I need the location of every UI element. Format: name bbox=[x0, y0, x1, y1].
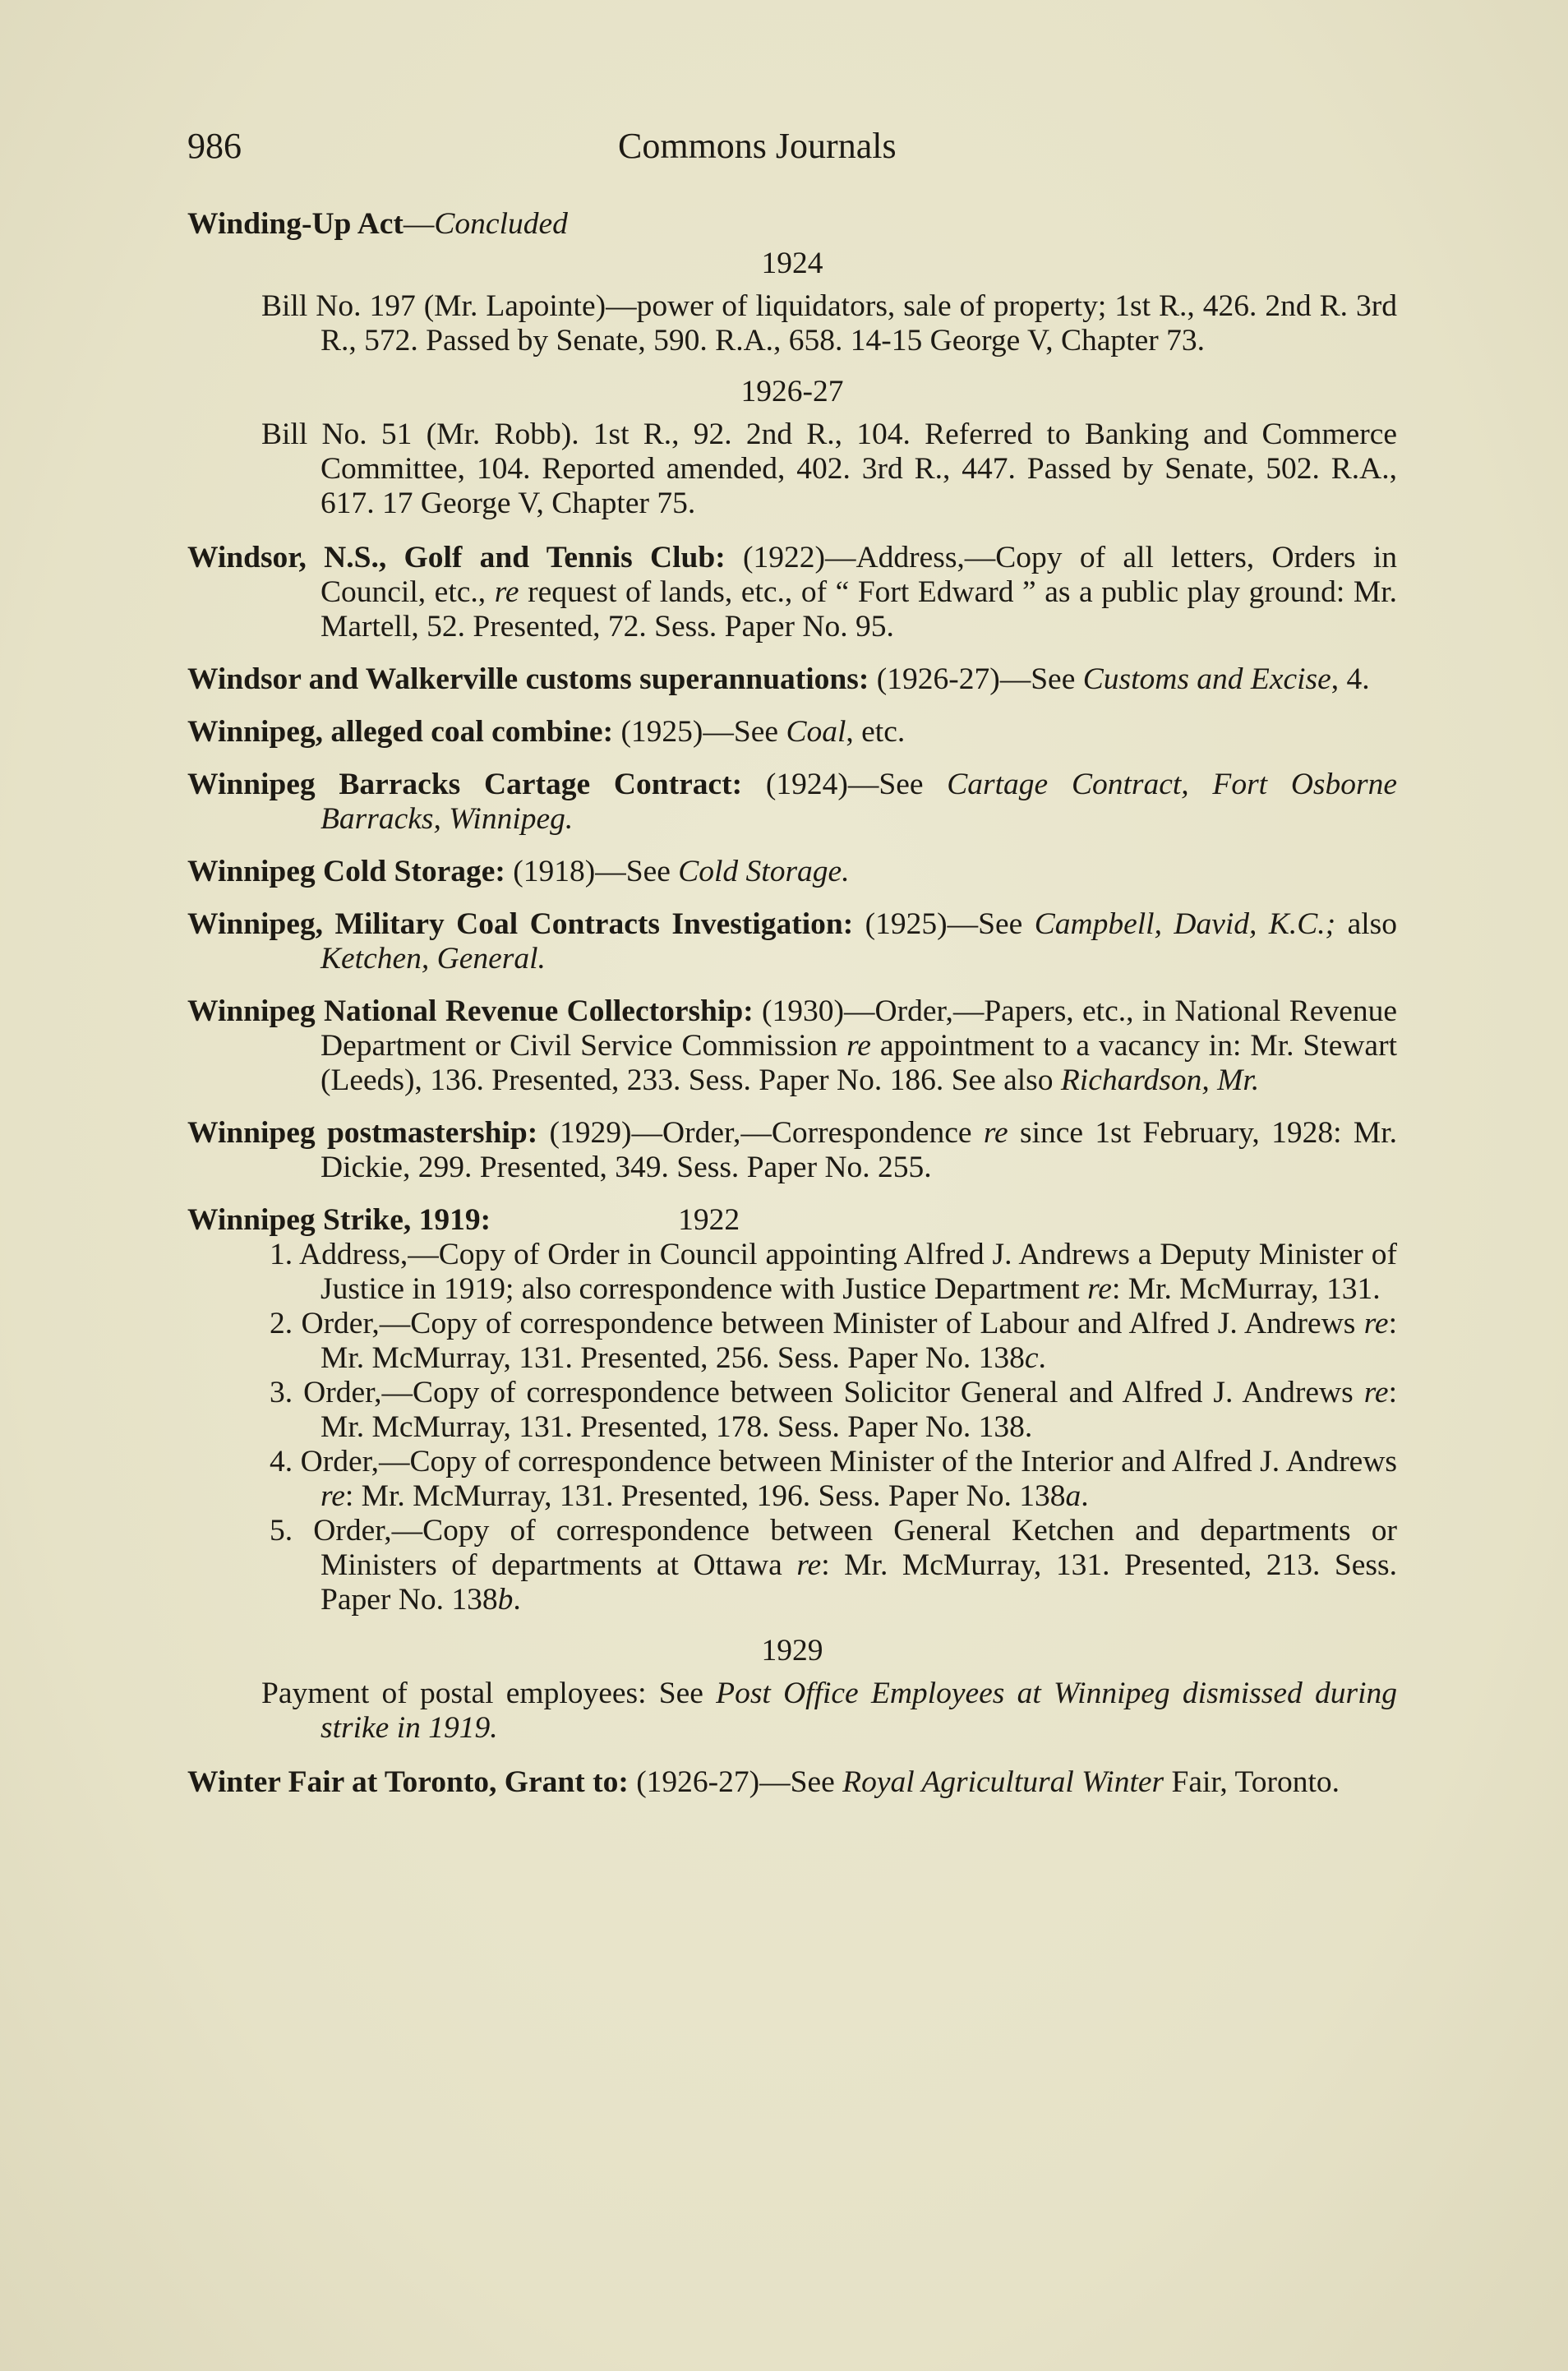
item-text: Order,—Copy of correspondence between General Ketchen and departments or Ministers of departments at Ottawa bbox=[313, 1514, 1397, 1582]
entry-heading: Winnipeg, alleged coal combine: bbox=[187, 715, 614, 749]
entry-heading: Winnipeg Strike, 1919: bbox=[187, 1203, 491, 1237]
cross-reference: Post Office Employees at Winnipeg dismissed during strike in 1919. bbox=[321, 1677, 1397, 1745]
cross-reference: Richardson, Mr. bbox=[1060, 1063, 1260, 1097]
entry-text: , etc. bbox=[846, 715, 906, 749]
bill-entry: Bill No. 51 (Mr. Robb). 1st R., 92. 2nd R., 104. Referred to Banking and Commerce Committee, 104. Reported amended, 402. 3rd R., 447. Passed by Senate, 502. R.A., 617. 17 George V, Chapter 75. bbox=[261, 417, 1397, 520]
item-text: Order,—Copy of correspondence between Solicitor General and Alfred J. Andrews bbox=[303, 1376, 1364, 1409]
entry-text: (1918)—See bbox=[513, 855, 679, 888]
year-heading: 1922 bbox=[678, 1203, 740, 1237]
item-text: : Mr. McMurray, 131. Presented, 256. Sess. Paper No. 138 bbox=[321, 1307, 1398, 1375]
item-text: : Mr. McMurray, 131. Presented, 213. Sess. Paper No. 138 bbox=[321, 1548, 1397, 1617]
bill-entry: Bill No. 197 (Mr. Lapointe)—power of liquidators, sale of property; 1st R., 426. 2nd R. 3rd R., 572. Passed by Senate, 590. R.A., 658. 14-15 George V, Chapter 73. bbox=[261, 289, 1397, 357]
entry-text: appointment to a vacancy in: Mr. Stewart (Leeds), 136. Presented, 233. Sess. Paper No. 186. See also bbox=[321, 1029, 1397, 1097]
strike-items-list bbox=[187, 1238, 1397, 1617]
re-word: re bbox=[983, 1116, 1008, 1150]
continuation-label: Concluded bbox=[434, 207, 568, 241]
entry-winnipeg-strike bbox=[187, 1203, 1397, 1238]
paper-suffix: c bbox=[1024, 1341, 1039, 1375]
entry-heading: Winter Fair at Toronto, Grant to: bbox=[187, 1765, 629, 1799]
entry-winter-fair-toronto bbox=[187, 1765, 1397, 1800]
entry-text: Fair, Toronto. bbox=[1164, 1765, 1340, 1799]
entry-winnipeg-revenue-collectorship bbox=[187, 994, 1397, 1098]
entry-text: Payment of postal employees: See bbox=[261, 1677, 717, 1710]
item-text: . bbox=[1081, 1479, 1089, 1513]
re-word: re bbox=[1363, 1307, 1389, 1340]
running-title: Commons Journals bbox=[618, 126, 897, 166]
entry-heading: Windsor, N.S., Golf and Tennis Club: bbox=[187, 541, 726, 574]
entry-text: (1924)—See bbox=[765, 768, 948, 801]
paper-suffix: a bbox=[1065, 1479, 1081, 1513]
item-number: 5. bbox=[270, 1514, 293, 1548]
postal-payment-entry bbox=[187, 1677, 1397, 1746]
item-number: 1. bbox=[270, 1238, 293, 1271]
entry-windsor-golf-club bbox=[187, 541, 1397, 644]
entry-text: (1926-27)—See bbox=[636, 1765, 843, 1799]
item-text: Order,—Copy of correspondence between Minister of Labour and Alfred J. Andrews bbox=[301, 1307, 1364, 1340]
list-item bbox=[187, 1376, 1397, 1445]
item-text: : Mr. McMurray, 131. Presented, 178. Sess. Paper No. 138. bbox=[321, 1376, 1397, 1444]
re-word: re bbox=[1363, 1376, 1389, 1409]
entry-text: (1925)—See bbox=[865, 907, 1035, 941]
entry-text: also bbox=[1335, 907, 1397, 941]
list-item bbox=[187, 1307, 1397, 1376]
entry-text: (1930)—Order,—Papers, etc., in National Revenue Department or Civil Service Commission bbox=[321, 994, 1397, 1063]
entry-windsor-walkerville bbox=[187, 662, 1397, 697]
entry-heading: Winnipeg National Revenue Collectorship: bbox=[187, 994, 754, 1028]
item-text: Order,—Copy of correspondence between Minister of the Interior and Alfred J. Andrews bbox=[300, 1445, 1397, 1478]
re-word: re bbox=[1087, 1272, 1112, 1306]
item-number: 4. bbox=[270, 1445, 293, 1478]
list-item bbox=[187, 1445, 1397, 1514]
re-word: re bbox=[846, 1029, 871, 1063]
cross-reference: Cold Storage. bbox=[678, 855, 850, 888]
entry-winnipeg-barracks bbox=[187, 768, 1397, 837]
list-item bbox=[187, 1238, 1397, 1307]
entry-winnipeg-coal-combine bbox=[187, 715, 1397, 750]
entry-text: (1925)—See bbox=[620, 715, 786, 749]
entry-text: (1922)—Address,—Copy of all letters, Orders in Council, etc., bbox=[321, 541, 1398, 609]
cross-reference: Campbell, David, K.C.; bbox=[1034, 907, 1336, 941]
year-heading: 1926-27 bbox=[740, 375, 844, 408]
cross-reference: Cartage Contract, Fort Osborne Barracks, Winnipeg. bbox=[321, 768, 1398, 836]
entry-text: (1926-27)—See bbox=[876, 662, 1083, 696]
item-number: 2. bbox=[270, 1307, 293, 1340]
cross-reference: Ketchen, General. bbox=[321, 942, 546, 976]
re-word: re bbox=[321, 1479, 345, 1513]
entry-winnipeg-cold-storage bbox=[187, 855, 1397, 889]
item-text: . bbox=[1038, 1341, 1046, 1375]
re-word: re bbox=[796, 1548, 822, 1582]
entry-heading: Winnipeg, Military Coal Contracts Investigation: bbox=[187, 907, 854, 941]
entry-heading: Winnipeg Barracks Cartage Contract: bbox=[187, 768, 743, 801]
entry-winnipeg-military-coal bbox=[187, 907, 1397, 976]
year-heading: 1929 bbox=[761, 1634, 823, 1668]
entry-heading: Windsor and Walkerville customs superannuations: bbox=[187, 662, 869, 696]
index-content bbox=[187, 207, 1397, 1818]
page-header bbox=[187, 125, 1469, 182]
item-text: : Mr. McMurray, 131. Presented, 196. Sess. Paper No. 138 bbox=[344, 1479, 1066, 1513]
entry-text: request of lands, etc., of “ Fort Edward ” as a public play ground: Mr. Martell, 52. Presented, 72. Sess. Paper No. 95. bbox=[321, 575, 1397, 643]
entry-heading: Winnipeg postmastership: bbox=[187, 1116, 538, 1150]
list-item bbox=[187, 1514, 1397, 1617]
paper-suffix: b bbox=[497, 1583, 514, 1617]
year-heading: 1924 bbox=[761, 247, 823, 280]
cross-reference: Coal bbox=[786, 715, 846, 749]
item-text: : Mr. McMurray, 131. bbox=[1111, 1272, 1381, 1306]
entry-text: since 1st February, 1928: Mr. Dickie, 299. Presented, 349. Sess. Paper No. 255. bbox=[321, 1116, 1397, 1184]
item-text: . bbox=[513, 1583, 521, 1617]
entry-heading: Winnipeg Cold Storage: bbox=[187, 855, 505, 888]
entry-text: (1929)—Order,—Correspondence bbox=[549, 1116, 984, 1150]
re-word: re bbox=[494, 575, 519, 609]
cross-reference: Royal Agricultural Winter bbox=[842, 1765, 1164, 1799]
cross-reference: Customs and Excise bbox=[1082, 662, 1331, 696]
entry-winnipeg-postmastership bbox=[187, 1116, 1397, 1185]
item-text: Address,—Copy of Order in Council appointing Alfred J. Andrews a Deputy Minister of Justice in 1919; also correspondence with Justice Department bbox=[299, 1238, 1397, 1306]
entry-text: , 4. bbox=[1330, 662, 1370, 696]
entry-heading: Winding-Up Act bbox=[187, 207, 404, 241]
item-number: 3. bbox=[270, 1376, 293, 1409]
entry-winding-up-act: Winding-Up Act—Concluded bbox=[187, 207, 568, 241]
page-number: 986 bbox=[187, 126, 242, 166]
